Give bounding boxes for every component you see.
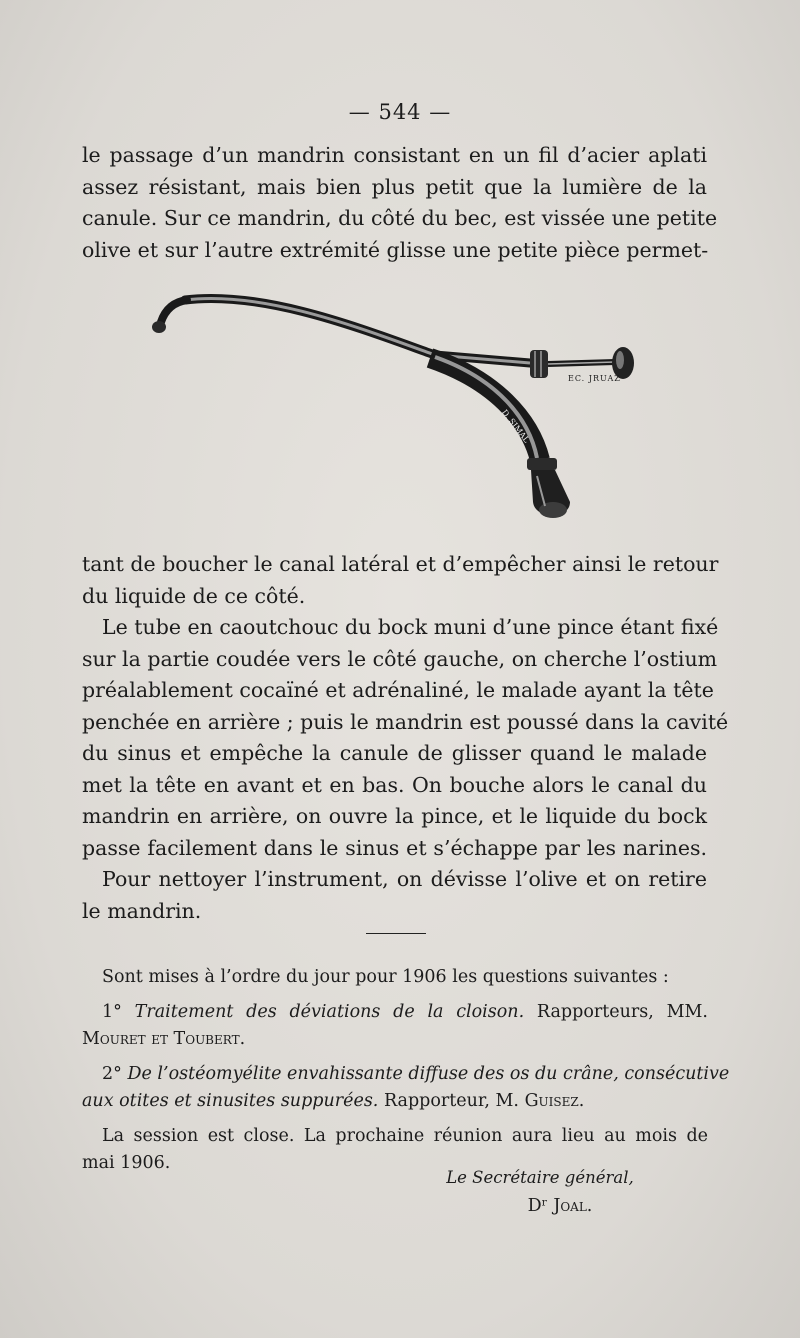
cannula-instrument-illustration — [145, 280, 645, 530]
paragraph-body — [82, 549, 729, 927]
signature-role: Le Secrétaire général, — [446, 1168, 634, 1187]
text-line: le passage d’un mandrin consistant en un fil d’acier aplati — [82, 143, 707, 167]
item-title: aux otites et sinusites suppurées. — [82, 1091, 379, 1111]
instrument-inscription: D. SIMAL — [499, 408, 532, 445]
item-rapporteur: Rapporteur, M. — [383, 1091, 519, 1111]
text-line: le mandrin. — [82, 898, 202, 923]
text-line: du liquide de ce côté. — [82, 583, 306, 608]
rapporteur-name: Guisez. — [524, 1091, 585, 1111]
text-line: Pour nettoyer l’instrument, on dévisse l’olive et on retire — [102, 867, 707, 891]
text-line: tant de boucher le canal latéral et d’empêcher ainsi le retour — [82, 552, 719, 576]
signature-name — [440, 1192, 640, 1220]
paragraph-mandrin-description — [82, 140, 718, 266]
signatory-name: Joal. — [553, 1196, 593, 1216]
agenda-item-2-cont — [82, 1088, 708, 1115]
closing-line: La session est close. La prochaine réunion aura lieu au mois de — [102, 1126, 708, 1146]
title-prefix: Dʳ — [527, 1196, 548, 1216]
text-line: olive et sur l’autre extrémité glisse une petite pièce permet- — [82, 237, 709, 262]
agenda-section — [82, 964, 730, 1177]
item-title: De l’ostéomyélite envahissante diffuse des os du crâne, consécutive — [127, 1064, 730, 1084]
text-line: canule. Sur ce mandrin, du côté du bec, est vissée une petite — [82, 206, 718, 230]
agenda-item-1-names: Mouret et Toubert. — [82, 1029, 246, 1049]
text-line: penchée en arrière ; puis le mandrin est poussé dans la cavité — [82, 709, 729, 734]
engraver-mark: EC. JRUAZ — [568, 374, 621, 383]
text-line: mandrin en arrière, on ouvre la pince, et le liquide du bock — [82, 804, 707, 828]
agenda-intro: Sont mises à l’ordre du jour pour 1906 les questions suivantes : — [102, 967, 669, 987]
text-line: assez résistant, mais bien plus petit que la lumière de la — [82, 174, 707, 199]
text-line: du sinus et empêche la canule de glisser quand le malade — [82, 741, 707, 765]
text-line: Le tube en caoutchouc du bock muni d’une pince étant fixé — [102, 615, 719, 639]
item-rapporteurs: Rapporteurs, MM. — [536, 1002, 708, 1022]
text-line: préalablement cocaïné et adrénaliné, le malade ayant la tête — [82, 678, 714, 702]
closing-line: mai 1906. — [82, 1153, 171, 1173]
text-line: passe facilement dans le sinus et s’échappe par les narines. — [82, 835, 707, 860]
text-line: sur la partie coudée vers le côté gauche, on cherche l’ostium — [82, 646, 718, 671]
page-number: — 544 — — [348, 100, 452, 124]
text-line: met la tête en avant et en bas. On bouche alors le canal du — [82, 772, 707, 797]
signature-block — [440, 1164, 640, 1220]
section-divider — [366, 933, 426, 934]
agenda-item-2 — [82, 1061, 730, 1088]
item-number: 1° — [102, 1002, 122, 1022]
item-title: Traitement des déviations de la cloison. — [134, 1002, 525, 1022]
agenda-item-1 — [82, 999, 708, 1026]
item-number: 2° — [102, 1064, 122, 1084]
